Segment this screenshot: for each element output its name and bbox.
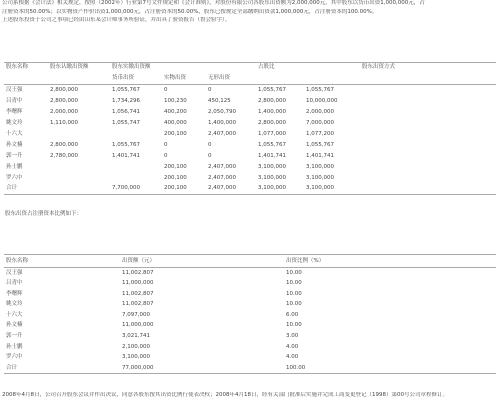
table-cell: 2,800,000 xyxy=(50,141,78,148)
table-cell: 1,055,767 xyxy=(258,141,286,148)
table-row xyxy=(4,331,496,342)
footer-note: 2008年4月8日，公司召开股东会议并作出决议，同意各股东按其出资比例行使表决权；2008年4月18日，经有关部门批准后实施并完成工商变更登记（1998）第00号公司章程修订。 xyxy=(2,392,448,398)
table-row xyxy=(4,162,496,173)
table-cell: 0 xyxy=(164,152,168,159)
table-cell: 2,100,000 xyxy=(122,343,150,350)
table-cell: 3.00 xyxy=(286,333,299,340)
table-cell: 1,055,747 xyxy=(112,119,140,126)
shareholder-name-cell: 郭一升 xyxy=(6,333,23,340)
table-cell: 2,407,000 xyxy=(206,184,256,195)
table-row xyxy=(4,173,496,184)
table-cell: 10.00 xyxy=(286,280,302,287)
table-header-row xyxy=(4,255,496,268)
table-cell: 450,125 xyxy=(208,97,231,104)
column-subheader: 无形出资 xyxy=(208,74,231,81)
table-cell: 1,056,741 xyxy=(112,108,140,115)
table-cell: 1,400,000 xyxy=(208,119,236,126)
intro-paragraph xyxy=(2,0,498,26)
table-cell: 100,230 xyxy=(164,97,187,104)
shareholder-name-cell: 郭一升 xyxy=(6,152,23,159)
table-cell: 10.00 xyxy=(286,301,302,308)
table-cell xyxy=(48,173,110,184)
table-cell: 3,100,000 xyxy=(306,174,334,181)
table-cell: 1,110,000 xyxy=(50,119,78,126)
table-cell: 7,000,000 xyxy=(306,119,334,126)
shareholder-name-cell: 李曙辉 xyxy=(6,108,23,115)
shareholding-ratio-table xyxy=(4,254,496,374)
table-cell: 2,407,000 xyxy=(208,174,236,181)
shareholder-name-cell: 姚文玲 xyxy=(6,301,23,308)
table-cell: 3,021,741 xyxy=(122,333,150,340)
table-cell xyxy=(360,129,496,140)
table-cell: 11,002,807 xyxy=(122,269,154,276)
shareholder-name-cell: 李曙辉 xyxy=(6,290,23,297)
table-cell: 2,800,000 xyxy=(258,119,286,126)
table-cell xyxy=(360,107,496,118)
table-row xyxy=(4,184,496,195)
column-header: 股东认缴出资额 xyxy=(48,63,110,73)
table-row xyxy=(4,96,496,107)
shareholder-name-cell: 孙士鹏 xyxy=(6,163,23,170)
column-header xyxy=(304,63,360,73)
table-cell: 0 xyxy=(208,141,212,148)
table-row xyxy=(4,320,496,331)
table-cell: 3,100,000 xyxy=(306,163,334,170)
shareholder-name-cell: 姚文玲 xyxy=(6,119,23,126)
column-subheader xyxy=(4,73,48,85)
table-cell: 2,407,000 xyxy=(208,130,236,137)
column-header: 占股比 xyxy=(256,63,304,73)
table-row xyxy=(4,310,496,321)
table-cell: 1,077,200 xyxy=(306,130,334,137)
table-cell: 1,055,767 xyxy=(304,85,360,96)
table-cell: 2,407,000 xyxy=(208,163,236,170)
shareholder-name-cell: 十六大 xyxy=(6,130,23,137)
column-subheader xyxy=(256,73,304,85)
column-subheader: 实物出资 xyxy=(164,74,187,81)
table-cell: 2,000,000 xyxy=(50,108,78,115)
table-cell: 2,050,790 xyxy=(208,108,236,115)
intro-line: 上述股东投资于公司之事项已经由山东某会计师事务所验证，并出具了验资报告（鲁会验字）。 xyxy=(2,17,231,24)
table-cell: 11,000,000 xyxy=(122,322,154,329)
column-header: 出资比例（%） xyxy=(284,255,496,268)
table-cell: 3,100,000 xyxy=(258,163,286,170)
table-cell xyxy=(360,85,496,96)
table-cell: 2,800,000 xyxy=(50,97,78,104)
intro-line: 注册资本的50.00%；以实物资产作价出资1,000,000元，占注册资本的50.00%，股东已按规定全部缴纳出资款1,000,000元，占注册资本的100.00%。 xyxy=(2,8,378,15)
table-cell: 1,055,767 xyxy=(256,85,304,96)
table-cell: 400,200 xyxy=(164,108,187,115)
table-cell: 1,401,741 xyxy=(306,152,334,159)
column-header xyxy=(162,63,206,73)
column-header: 股东名称 xyxy=(4,255,120,268)
table-cell: 400,000 xyxy=(164,119,187,126)
table-cell xyxy=(48,184,110,195)
table-cell: 10.00 xyxy=(286,322,302,329)
column-subheader xyxy=(304,73,360,85)
table-cell: 3,100,000 xyxy=(304,184,360,195)
table-cell xyxy=(360,96,496,107)
table-row xyxy=(4,85,496,96)
table-cell: 4.00 xyxy=(286,354,299,361)
table-row xyxy=(4,151,496,162)
table-header-row xyxy=(4,63,496,73)
table-cell xyxy=(110,129,162,140)
column-header: 出资额（元） xyxy=(120,255,284,268)
table-cell: 1,401,741 xyxy=(112,152,140,159)
shareholder-name-cell: 吕青中 xyxy=(6,97,23,104)
table-cell: 7,097,000 xyxy=(122,311,150,318)
table-cell: 0 xyxy=(162,85,206,96)
table-cell xyxy=(48,129,110,140)
table-cell: 6.00 xyxy=(286,311,299,318)
table-row xyxy=(4,289,496,300)
table-cell: 1,077,000 xyxy=(258,130,286,137)
table-cell xyxy=(360,140,496,151)
table-cell: 3,100,000 xyxy=(258,174,286,181)
table-row xyxy=(4,278,496,289)
shareholder-name-cell: 汉王强 xyxy=(6,269,23,276)
shareholder-name-cell: 孙文楠 xyxy=(6,141,23,148)
table-cell: 200,100 xyxy=(164,163,187,170)
table-row xyxy=(4,118,496,129)
table-cell: 1,400,000 xyxy=(258,108,286,115)
column-subheader xyxy=(360,73,496,85)
section-label: 股东出资占注册资本比例如下： xyxy=(5,211,83,217)
table-cell: 2,000,000 xyxy=(306,108,334,115)
table-cell: 1,055,767 xyxy=(110,85,162,96)
table-cell: 4.00 xyxy=(286,343,299,350)
table-cell: 0 xyxy=(208,152,212,159)
table-subheader-row xyxy=(4,73,496,85)
table-cell: 11,002,807 xyxy=(122,301,154,308)
table-cell: 11,002,807 xyxy=(122,290,154,297)
table-row xyxy=(4,342,496,353)
table-cell: 10.00 xyxy=(286,290,302,297)
table-cell: 2,800,000 xyxy=(48,85,110,96)
table-cell: 1,055,767 xyxy=(112,141,140,148)
table-cell xyxy=(360,173,496,184)
table-cell xyxy=(48,162,110,173)
shareholder-name-cell: 合计 xyxy=(4,363,120,374)
intro-line: 公司系根据《会计法》相关规定，按照（2002年）行业第7号文件规定和《会计准则》，对股份有限公司各股东出资额为2,000,000元，其中股东以货币出资1,000,000元，占 xyxy=(2,0,425,6)
shareholder-name-cell: 合计 xyxy=(4,184,48,195)
shareholder-name-cell: 罗六中 xyxy=(6,354,23,361)
table-cell: 1,055,767 xyxy=(306,141,334,148)
column-header: 股东出资方式 xyxy=(360,63,496,73)
column-header: 股东名称 xyxy=(4,63,48,73)
table-row xyxy=(4,129,496,140)
shareholder-capital-table xyxy=(4,62,496,195)
column-subheader xyxy=(48,73,110,85)
table-cell xyxy=(360,151,496,162)
table-cell: 2,800,000 xyxy=(258,97,286,104)
table-cell: 1,401,741 xyxy=(258,152,286,159)
table-cell: 200,100 xyxy=(162,184,206,195)
table-row xyxy=(4,299,496,310)
table-cell: 10.00 xyxy=(286,269,302,276)
table-row xyxy=(4,268,496,279)
table-row xyxy=(4,140,496,151)
table-row xyxy=(4,363,496,374)
table-row xyxy=(4,352,496,363)
column-header: 股东实缴出资额 xyxy=(110,63,162,73)
shareholder-name-cell: 十六大 xyxy=(6,311,23,318)
column-header xyxy=(206,63,256,73)
table-cell: 3,100,000 xyxy=(256,184,304,195)
shareholder-name-cell: 汉王强 xyxy=(4,85,48,96)
table-cell: 0 xyxy=(206,85,256,96)
shareholder-name-cell: 孙士鹏 xyxy=(6,343,23,350)
shareholder-name-cell: 孙文楠 xyxy=(6,322,23,329)
table-cell: 77,000,000 xyxy=(120,363,284,374)
table-cell: 100.00 xyxy=(284,363,496,374)
table-cell: 7,700,000 xyxy=(110,184,162,195)
table-cell xyxy=(360,184,496,195)
table-cell xyxy=(110,173,162,184)
table-cell: 11,000,000 xyxy=(122,280,154,287)
shareholder-name-cell: 罗六中 xyxy=(6,174,23,181)
table-cell: 10,000,000 xyxy=(306,97,338,104)
table-cell xyxy=(360,118,496,129)
table-cell: 1,734,296 xyxy=(112,97,140,104)
table-cell: 200,100 xyxy=(164,130,187,137)
table-cell xyxy=(110,162,162,173)
table-cell xyxy=(360,162,496,173)
column-subheader: 货币出资 xyxy=(112,74,135,81)
table-cell: 200,100 xyxy=(164,174,187,181)
shareholder-name-cell: 吕青中 xyxy=(6,280,23,287)
table-cell: 2,780,000 xyxy=(50,152,78,159)
table-cell: 0 xyxy=(164,141,168,148)
table-cell: 3,100,000 xyxy=(122,354,150,361)
table-row xyxy=(4,107,496,118)
